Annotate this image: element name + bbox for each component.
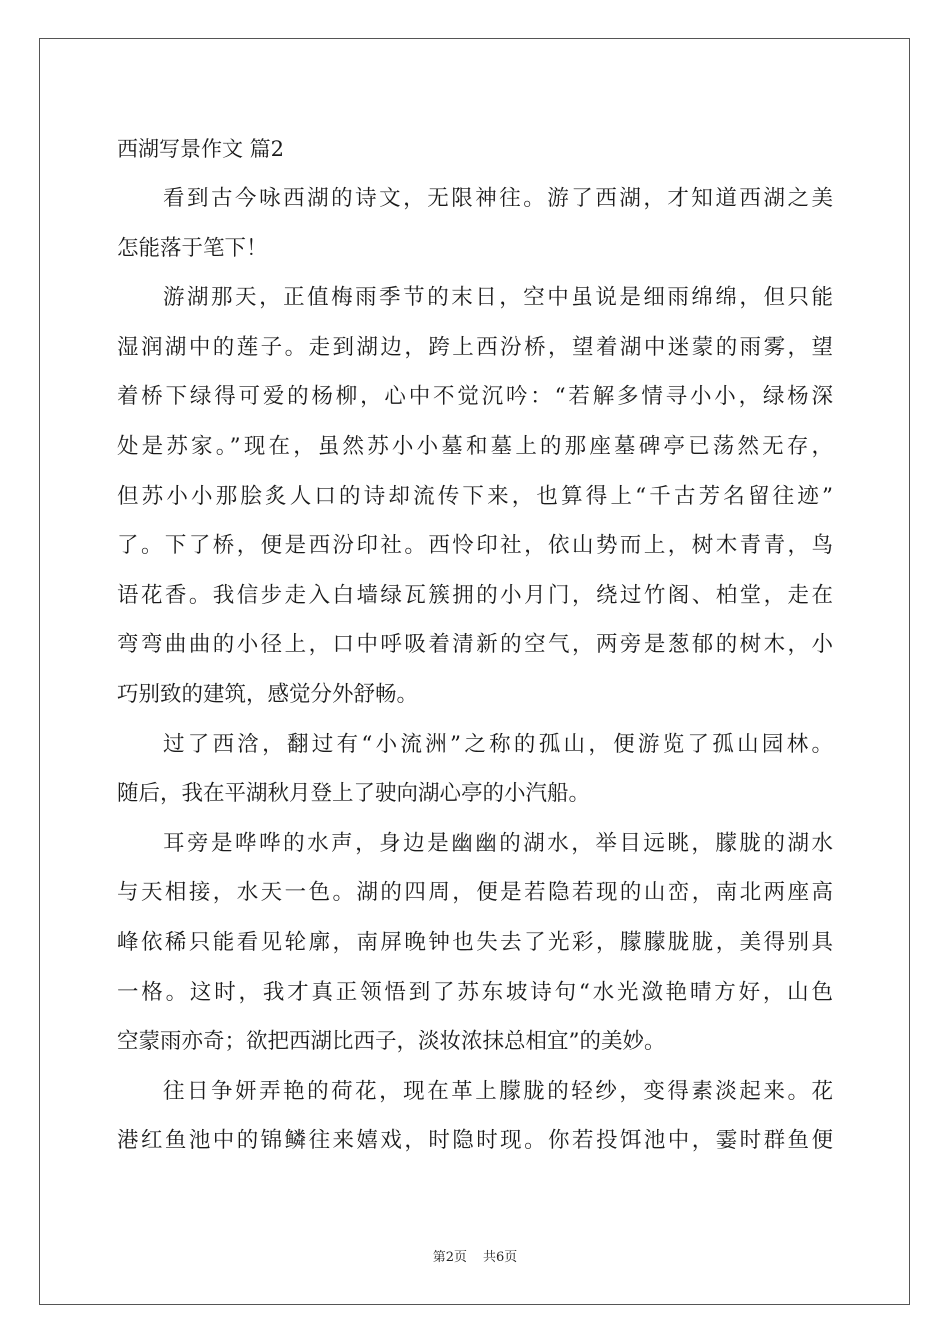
text-line: 一格。这时，我才真正领悟到了苏东坡诗句“水光潋艳晴方好，山色	[117, 979, 833, 1005]
page-total: 共6页	[483, 1250, 518, 1265]
text-line: 空蒙雨亦奇；欲把西湖比西子，淡妆浓抹总相宜”的美妙。	[117, 1029, 666, 1055]
text-line: 湿润湖中的莲子。走到湖边，跨上西汾桥，望着湖中迷蒙的雨雾，望	[117, 334, 833, 360]
text-line: 往日争妍弄艳的荷花，现在革上朦胧的轻纱，变得素淡起来。花	[163, 1078, 833, 1104]
text-line: 巧别致的建筑，感觉分外舒畅。	[117, 681, 419, 707]
text-line: 过了西浛，翻过有“小流洲”之称的孤山，便游览了孤山园林。	[163, 731, 833, 757]
text-line: 耳旁是哗哗的水声，身边是幽幽的湖水，举目远眺，朦胧的湖水	[163, 830, 833, 856]
text-line: 处是苏家。”现在，虽然苏小小墓和墓上的那座墓碑亭已荡然无存，	[117, 433, 833, 459]
text-line: 与天相接，水天一色。湖的四周，便是若隐若现的山峦，南北两座高	[117, 880, 833, 906]
text-line: 了。下了桥，便是西汾印社。西怜印社，依山势而上，树木青青，鸟	[117, 533, 833, 559]
text-line: 怎能落于笔下！	[117, 235, 268, 261]
text-line: 着桥下绿得可爱的杨柳，心中不觉沉吟：“若解多情寻小小，绿杨深	[117, 384, 833, 410]
text-line: 港红鱼池中的锦鳞往来嬉戏，时隐时现。你若投饵池中，霎时群鱼便	[117, 1128, 833, 1154]
page-number: 第2页	[432, 1250, 467, 1265]
text-line: 峰依稀只能看见轮廓，南屏晚钟也失去了光彩，朦朦胧胧，美得别具	[117, 929, 833, 955]
text-line: 但苏小小那脍炙人口的诗却流传下来，也算得上“千古芳名留往迹”	[117, 483, 833, 509]
text-line: 弯弯曲曲的小径上，口中呼吸着清新的空气，两旁是葱郁的树木，小	[117, 632, 833, 658]
text-line: 看到古今咏西湖的诗文，无限神往。游了西湖，才知道西湖之美	[163, 186, 833, 211]
text-line: 语花香。我信步走入白墙绿瓦簇拥的小月门，绕过竹阁、柏堂，走在	[117, 582, 833, 608]
document-body	[117, 124, 833, 1166]
page-footer	[0, 1246, 950, 1265]
text-line: 随后，我在平湖秋月登上了驶向湖心亭的小汽船。	[117, 781, 591, 807]
text-lines	[117, 174, 833, 1166]
document-title: 西湖写景作文 篇2	[117, 137, 285, 161]
text-line: 游湖那天，正值梅雨季节的末日，空中虽说是细雨绵绵，但只能	[163, 285, 833, 311]
